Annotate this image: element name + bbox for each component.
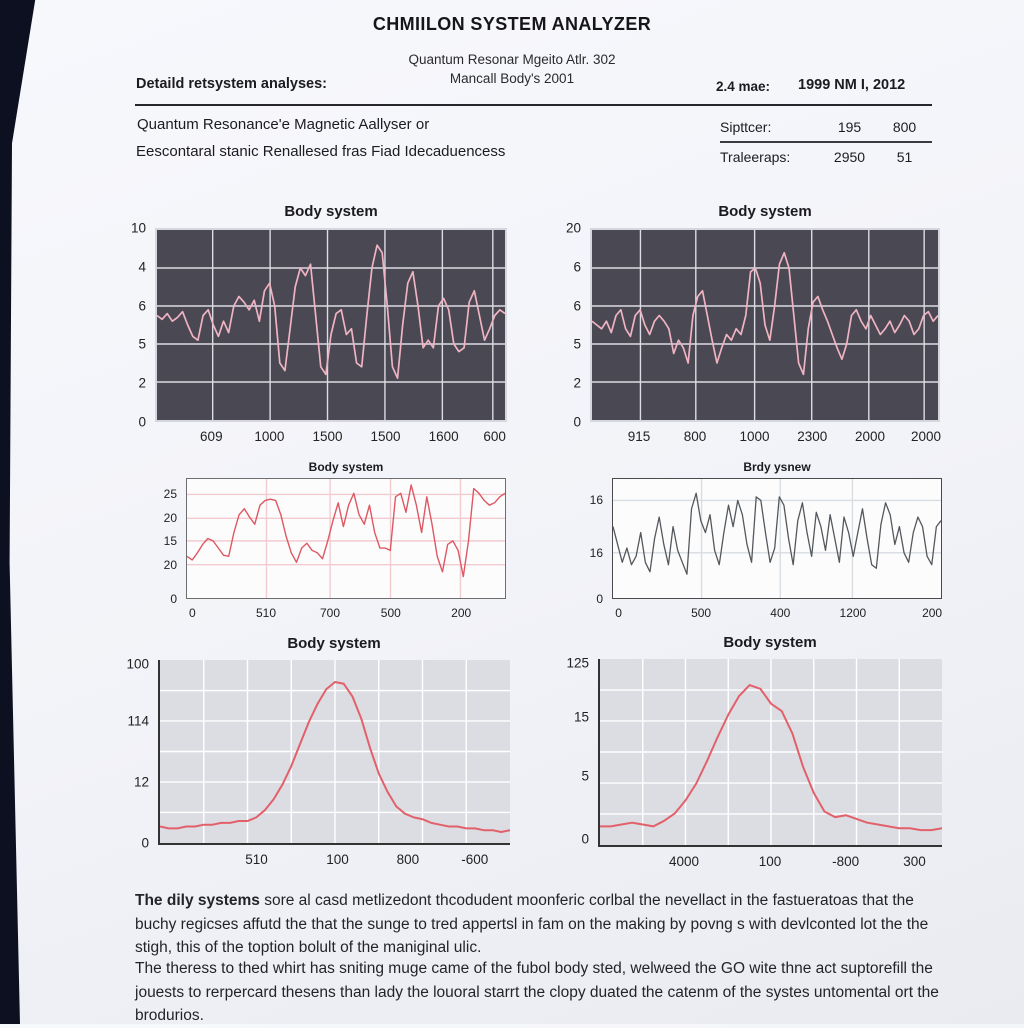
- y-axis-tick-label: 15: [163, 533, 177, 548]
- x-axis-tick-label: 800: [396, 852, 420, 867]
- x-axis-tick-label: 600: [483, 429, 506, 444]
- row-label: Sipttcer:: [720, 119, 772, 135]
- x-axis-tick-label: 0: [615, 606, 622, 620]
- body-paragraph-1: [135, 889, 949, 960]
- x-axis-tick-label: 1200: [839, 606, 867, 620]
- chart-plot-area: [158, 660, 510, 845]
- chart-plot-area: [155, 228, 507, 422]
- detail-analyses-label: Detaild retsystem analyses:: [136, 76, 328, 92]
- y-axis-tick-label: 5: [138, 336, 146, 352]
- x-axis-tick-label: 500: [691, 606, 712, 620]
- x-axis-tick-label: 800: [683, 429, 707, 444]
- chart-body-system-mid-left: [163, 460, 506, 620]
- y-axis-tick-label: 100: [126, 656, 149, 672]
- chart-title: Body system: [284, 203, 378, 220]
- x-axis-tick-label: 200: [922, 606, 943, 620]
- chart-plot-area: [186, 478, 506, 599]
- paragraph-text: sore al casd metlizedont thcodudent moonferic corlbal the nevellact in the fastueratoas that the buchy regicses affutd the that the sunge to tred appertsl in fam on the making by povng s with devlconted lot the the stigh, this of the toption bolult of the maniginal ulic.: [135, 892, 929, 956]
- y-axis-tick-label: 25: [163, 486, 177, 501]
- chart-title: Body system: [287, 635, 381, 652]
- y-axis-tick-label: 5: [573, 336, 581, 352]
- header-divider: [135, 104, 932, 106]
- x-axis-tick-label: 1500: [312, 429, 343, 444]
- x-axis-tick-label: 700: [319, 606, 341, 620]
- x-axis-tick-label: 1000: [739, 429, 770, 444]
- y-axis-tick-label: 2: [138, 375, 146, 391]
- chart-body-system-top-left: [130, 203, 507, 444]
- y-axis-tick-label: 10: [130, 220, 146, 236]
- description-line-2: Eescontaral stanic Renallesed fras Fiad Idecaduencess: [136, 143, 506, 160]
- meta-label: 2.4 mae:: [716, 79, 771, 94]
- x-axis-tick-label: -600: [461, 852, 489, 867]
- chart-title: Body system: [718, 203, 812, 220]
- x-axis-tick-label: 200: [451, 606, 472, 620]
- y-axis-tick-label: 6: [138, 298, 146, 314]
- x-axis-tick-label: 2000: [854, 429, 886, 444]
- chart-body-system-bottom-left: [126, 635, 510, 867]
- description-line-1: Quantum Resonance'e Magnetic Aallyser or: [137, 116, 430, 133]
- x-axis-tick-label: 1500: [370, 429, 401, 444]
- y-axis-tick-label: 6: [573, 259, 581, 275]
- x-axis-tick-label: 500: [380, 606, 401, 620]
- y-axis-tick-label: 15: [573, 709, 589, 725]
- page-title: CHMIILON SYSTEM ANALYZER: [372, 14, 652, 34]
- body-paragraph-2: The theress to thed whirt has sniting muge came of the fubol body sted, welweed the GO wite thne act suptorefill the jouests to rerpercard thesens than lady the louoral starrt the clopy duated the catenm of the systes untomental ort the brodurios.: [135, 960, 939, 1024]
- x-axis-tick-label: 300: [903, 854, 926, 869]
- x-axis-tick-label: 400: [770, 606, 791, 620]
- x-axis-tick-label: 1000: [254, 429, 285, 444]
- chart-plot-area: [590, 228, 940, 422]
- row-value-2: 800: [892, 119, 917, 135]
- table-row: [720, 143, 932, 171]
- y-axis-tick-label: 20: [565, 220, 581, 236]
- subtitle-line-1: Quantum Resonar Mgeito Atlr. 302: [408, 52, 616, 67]
- x-axis-tick-label: 1600: [428, 429, 459, 444]
- y-axis-tick-label: 114: [127, 713, 149, 729]
- chart-body-system-top-right: [565, 203, 942, 444]
- y-axis-tick-label: 5: [581, 768, 589, 784]
- x-axis-tick-label: 2000: [910, 429, 942, 444]
- subtitle-line-2: Mancall Body's 2001: [449, 71, 575, 86]
- meta-value: 1999 NM I, 2012: [798, 77, 906, 93]
- row-value-1: 2950: [833, 148, 866, 165]
- y-axis-tick-label: 6: [573, 298, 581, 314]
- chart-plot-area: [612, 478, 942, 599]
- row-value-1: 195: [837, 119, 862, 135]
- y-axis-tick-label: 20: [163, 558, 177, 573]
- y-axis-tick-label: 0: [170, 592, 177, 606]
- row-label: Traleeraps:: [720, 148, 791, 165]
- paragraph-lead: The dily systems: [135, 892, 260, 909]
- x-axis-tick-label: 609: [200, 429, 223, 444]
- y-axis-tick-label: 12: [133, 774, 149, 790]
- row-value-2: 51: [896, 148, 913, 165]
- y-axis-tick-label: 2: [573, 375, 581, 391]
- summary-table: [720, 113, 932, 171]
- table-row: [720, 113, 932, 141]
- y-axis-tick-label: 16: [589, 546, 603, 561]
- chart-body-system-bottom-right: [566, 634, 942, 869]
- y-axis-tick-label: 20: [163, 510, 177, 525]
- x-axis-tick-label: 2300: [797, 429, 828, 444]
- x-axis-tick-label: 4000: [668, 854, 700, 869]
- x-axis-tick-label: 100: [758, 854, 782, 869]
- y-axis-tick-label: 0: [573, 414, 581, 430]
- y-axis-tick-label: 0: [581, 831, 589, 847]
- y-axis-tick-label: 4: [138, 259, 146, 275]
- chart-plot-area: [598, 659, 942, 847]
- page-edge-shadow: [0, 0, 40, 1024]
- y-axis-tick-label: 16: [589, 492, 603, 507]
- chart-title: Body system: [723, 634, 817, 651]
- x-axis-tick-label: 510: [255, 606, 277, 620]
- y-axis-tick-label: 0: [596, 592, 603, 606]
- chart-title: Body system: [308, 460, 384, 474]
- x-axis-tick-label: 510: [245, 852, 268, 867]
- y-axis-tick-label: 0: [138, 414, 146, 430]
- y-axis-tick-label: 0: [141, 835, 149, 851]
- x-axis-tick-label: 915: [627, 429, 651, 444]
- chart-body-system-mid-right: [589, 460, 943, 620]
- x-axis-tick-label: 100: [326, 852, 349, 867]
- x-axis-tick-label: 0: [189, 606, 196, 620]
- y-axis-tick-label: 125: [566, 655, 589, 671]
- x-axis-tick-label: -800: [832, 854, 860, 869]
- chart-title: Brdy ysnew: [743, 460, 811, 474]
